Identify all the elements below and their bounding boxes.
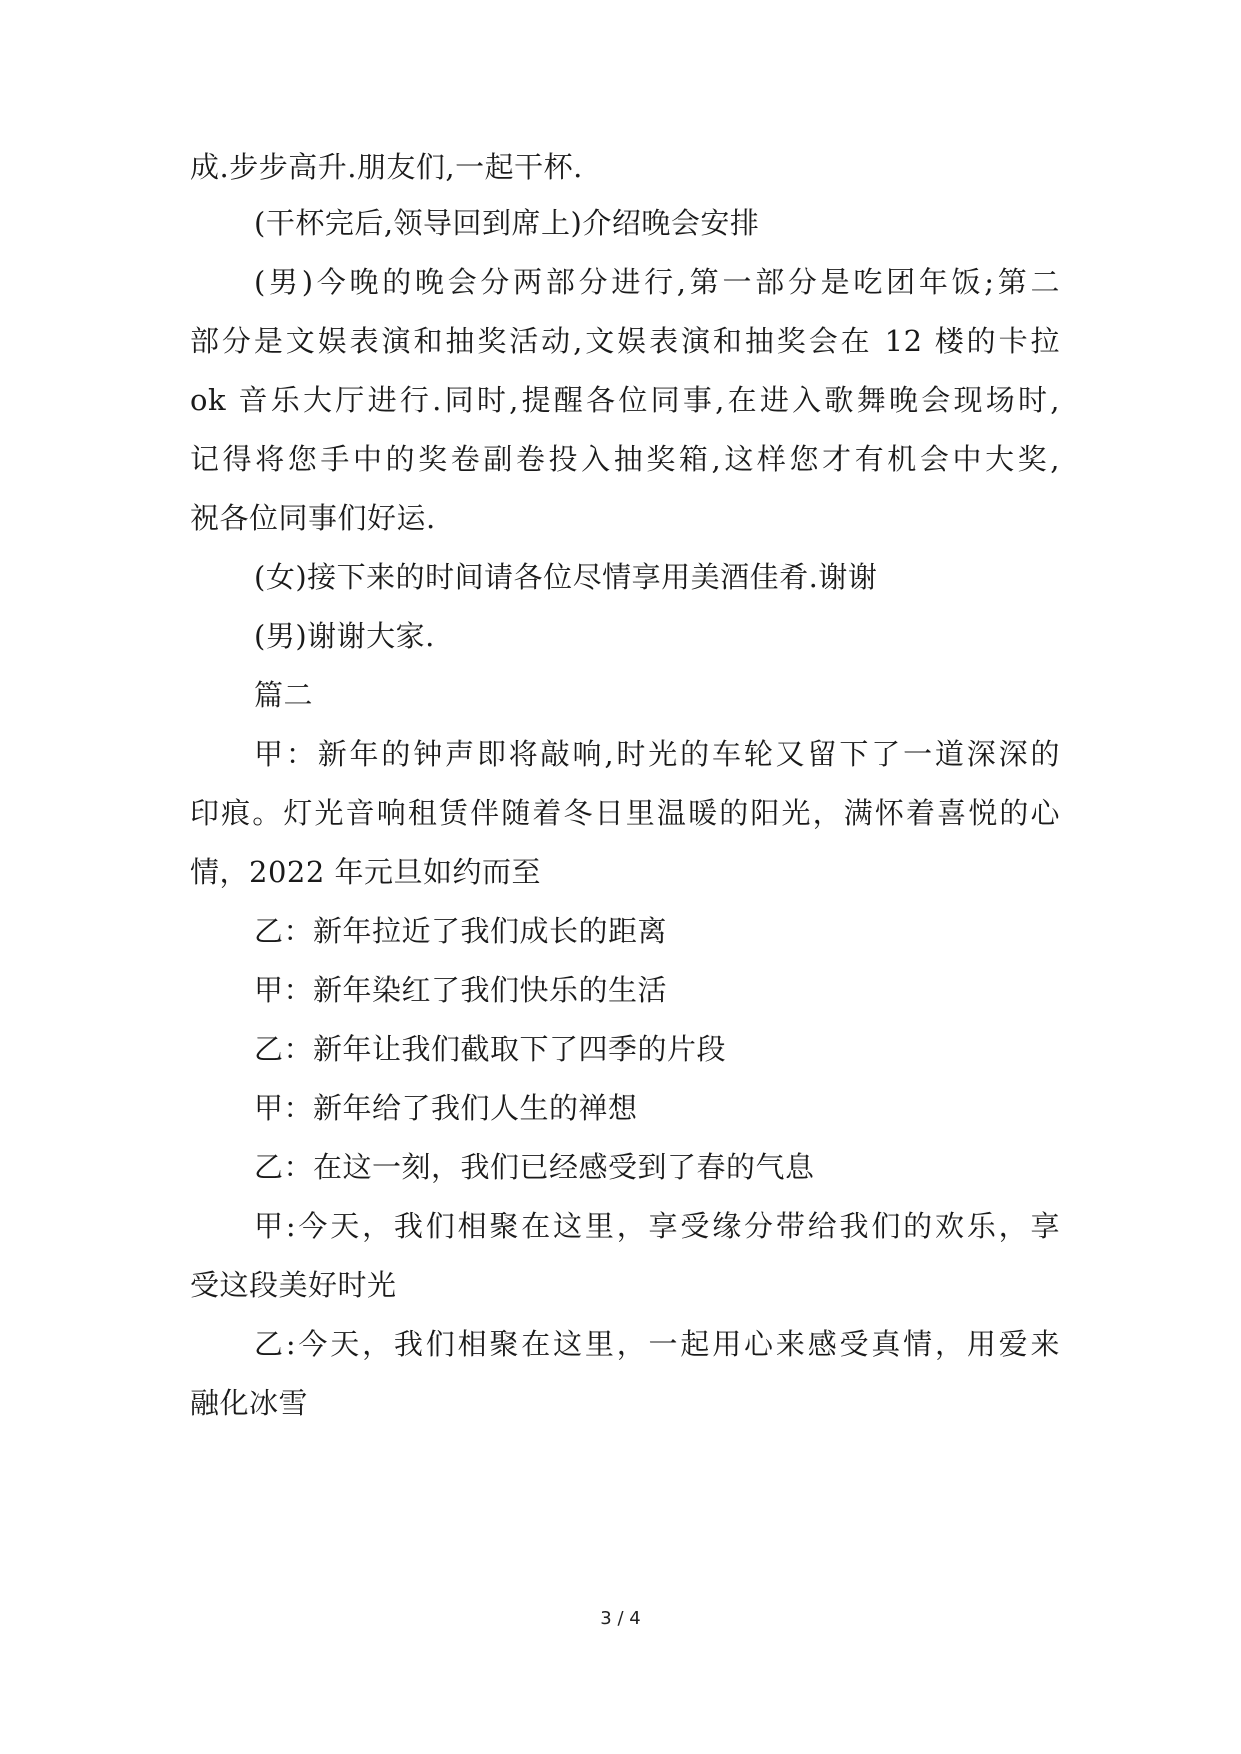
paragraph-line: 甲:今天，我们相聚在这里，享受缘分带给我们的欢乐，享 (254, 1209, 1060, 1243)
paragraph-line: ok 音乐大厅进行.同时,提醒各位同事,在进入歌舞晚会现场时, (190, 383, 1060, 417)
paragraph-line: 融化冰雪 (190, 1386, 309, 1420)
paragraph-line: 乙：新年拉近了我们成长的距离 (254, 914, 668, 948)
paragraph-line: 情，2022 年元旦如约而至 (190, 855, 542, 889)
paragraph-line: 甲：新年染红了我们快乐的生活 (254, 973, 668, 1007)
paragraph-line: 乙:今天，我们相聚在这里，一起用心来感受真情，用爱来 (254, 1327, 1060, 1361)
paragraph-line: 乙：新年让我们截取下了四季的片段 (254, 1032, 727, 1066)
paragraph-line: 甲：新年给了我们人生的禅想 (254, 1091, 638, 1125)
paragraph-line: 记得将您手中的奖卷副卷投入抽奖箱,这样您才有机会中大奖, (190, 442, 1060, 476)
paragraph-line: (干杯完后,领导回到席上)介绍晚会安排 (254, 206, 760, 240)
paragraph-line: 受这段美好时光 (190, 1268, 397, 1302)
paragraph-line: 乙：在这一刻，我们已经感受到了春的气息 (254, 1150, 815, 1184)
paragraph-line: 部分是文娱表演和抽奖活动,文娱表演和抽奖会在 12 楼的卡拉 (190, 324, 1060, 358)
page-number: 3 / 4 (600, 1608, 641, 1629)
section-heading: 篇二 (254, 678, 314, 712)
paragraph-line: 祝各位同事们好运. (190, 501, 436, 535)
paragraph-line: 成.步步高升.朋友们,一起干杯. (190, 150, 583, 184)
paragraph-line: 甲：新年的钟声即将敲响,时光的车轮又留下了一道深深的 (254, 737, 1060, 771)
paragraph-line: (男)今晚的晚会分两部分进行,第一部分是吃团年饭;第二 (254, 265, 1060, 299)
paragraph-line: (男)谢谢大家. (254, 619, 435, 653)
paragraph-line: (女)接下来的时间请各位尽情享用美酒佳肴.谢谢 (254, 560, 878, 594)
paragraph-line: 印痕。灯光音响租赁伴随着冬日里温暖的阳光，满怀着喜悦的心 (190, 796, 1060, 830)
